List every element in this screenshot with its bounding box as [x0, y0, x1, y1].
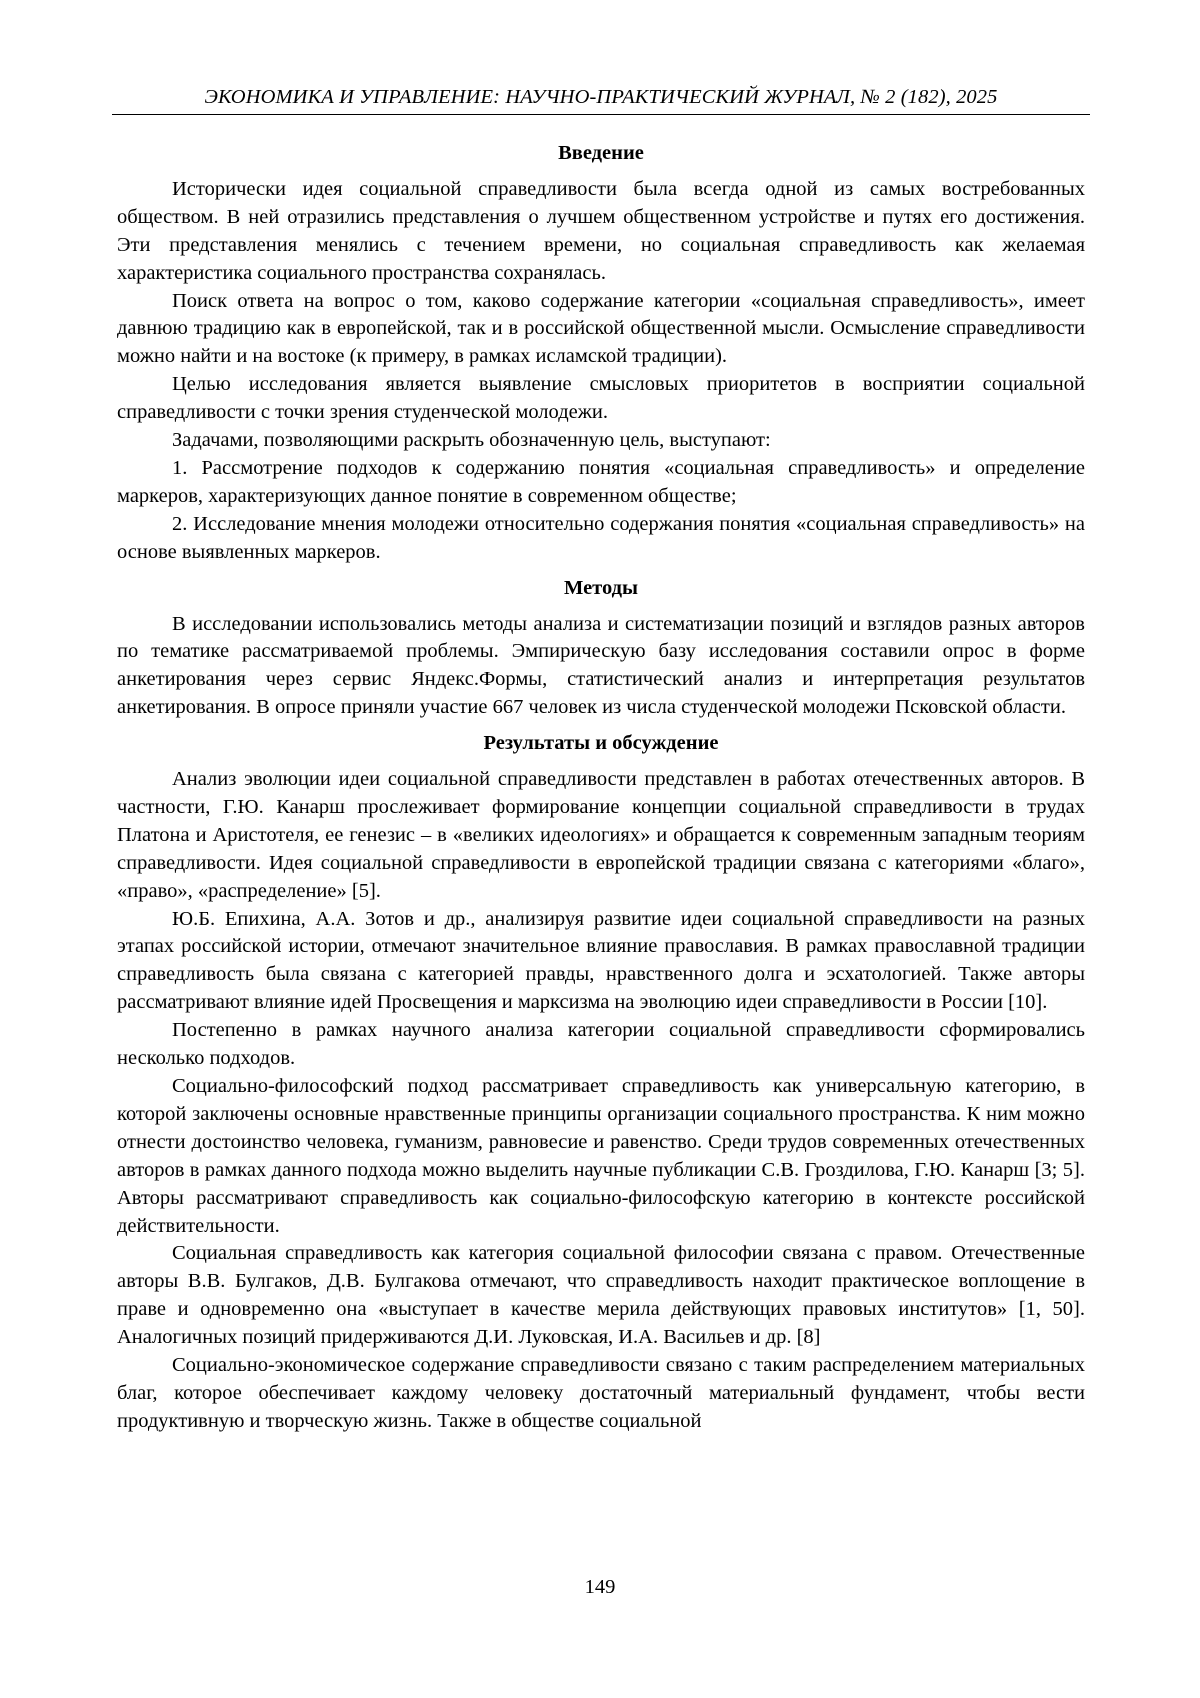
paragraph: Социально-экономическое содержание справедливости связано с таким распределением материальных благ, которое обеспечивает каждому человеку достаточный материальный фун­дамент, чтобы вести продуктивную и творческую жизнь. Также в обществе социальной [117, 1352, 1085, 1436]
paragraph: В исследовании использовались методы анализа и систематизации позиций и взглядов разных авторов по тематике рассматриваемой проблемы. Эмпирическую базу исследования со­ставили опрос в форме анкетирования через сервис Яндекс.Формы, статистический анализ и интерпретация результатов анкетирования. В опросе приняли участие 667 человек из числа сту­денческой молодежи Псковской области. [117, 611, 1085, 723]
paragraph: Социально-философский подход рассматривает справедливость как универсальную кате­горию, в которой заключены основные нравственные принципы организации социального про­странства. К ним можно отнести достоинство человека, гуманизм, равновесие и равенство. Среди трудов современных отечественных авторов в рамках данного подхода можно выделить научные публикации С.В. Гроздилова, Г.Ю. Канарш [3; 5]. Авторы рассматривают справедли­вость как социально-философскую категорию в контексте российской действительности. [117, 1073, 1085, 1240]
list-item: 1. Рассмотрение подходов к содержанию понятия «социальная справедливость» и опреде­ление маркеров, характеризующих данное понятие в современном обществе; [117, 455, 1085, 511]
page-number: 149 [0, 1576, 1200, 1599]
paragraph: Поиск ответа на вопрос о том, каково содержание категории «социальная справедливость», имеет давнюю традицию как в европейской, так и в российской общественной мысли. Осмысле­ние справедливости можно найти и на востоке (к примеру, в рамках исламской традиции). [117, 288, 1085, 372]
paragraph: Анализ эволюции идеи социальной справедливости представлен в работах отечественных авторов. В частности, Г.Ю. Канарш прослеживает формирование концепции социальной спра­ведливости в трудах Платона и Аристотеля, ее генезис – в «великих идеологиях» и обращается к современным западным теориям справедливости. Идея социальной справедливости в евро­пейской традиции связана с категориями «благо», «право», «распределение» [5]. [117, 766, 1085, 906]
article-body [117, 140, 1085, 1436]
paragraph: Исторически идея социальной справедливости была всегда одной из самых востребован­ных обществом. В ней отразились представления о лучшем общественном устройстве и путях его достижения. Эти представления менялись с течением времени, но социальная справедли­вость как желаемая характеристика социального пространства сохранялась. [117, 176, 1085, 288]
section-title-introduction: Введение [117, 140, 1085, 168]
paragraph: Ю.Б. Епихина, А.А. Зотов и др., анализируя развитие идеи социальной справедливости на разных этапах российской истории, отмечают значительное влияние православия. В рамках православной традиции справедливость была связана с категорией правды, нравственного долга и эсхатологией. Также авторы рассматривают влияние идей Просвещения и марксизма на эво­люцию идеи справедливости в России [10]. [117, 906, 1085, 1018]
journal-page [0, 0, 1200, 1698]
header-rule [112, 114, 1090, 115]
running-head: ЭКОНОМИКА И УПРАВЛЕНИЕ: НАУЧНО-ПРАКТИЧЕСКИЙ ЖУРНАЛ, № 2 (182), 2025 [112, 84, 1090, 110]
paragraph: Целью исследования является выявление смысловых приоритетов в восприятии социаль­ной справедливости с точки зрения студенческой молодежи. [117, 371, 1085, 427]
paragraph: Задачами, позволяющими раскрыть обозначенную цель, выступают: [117, 427, 1085, 455]
list-item: 2. Исследование мнения молодежи относительно содержания понятия «социальная спра­ведливость» на основе выявленных маркеров. [117, 511, 1085, 567]
section-title-methods: Методы [117, 575, 1085, 603]
paragraph: Социальная справедливость как категория социальной философии связана с правом. Оте­чественные авторы В.В. Булгаков, Д.В. Булгакова отмечают, что справедливость находит прак­тическое воплощение в праве и одновременно она «выступает в качестве мерила действующих правовых институтов» [1, 50]. Аналогичных позиций придерживаются Д.И. Луковская, И.А. Васильев и др. [8] [117, 1240, 1085, 1352]
section-title-results: Результаты и обсуждение [117, 730, 1085, 758]
paragraph: Постепенно в рамках научного анализа категории социальной справедливости сформиро­вались несколько подходов. [117, 1017, 1085, 1073]
